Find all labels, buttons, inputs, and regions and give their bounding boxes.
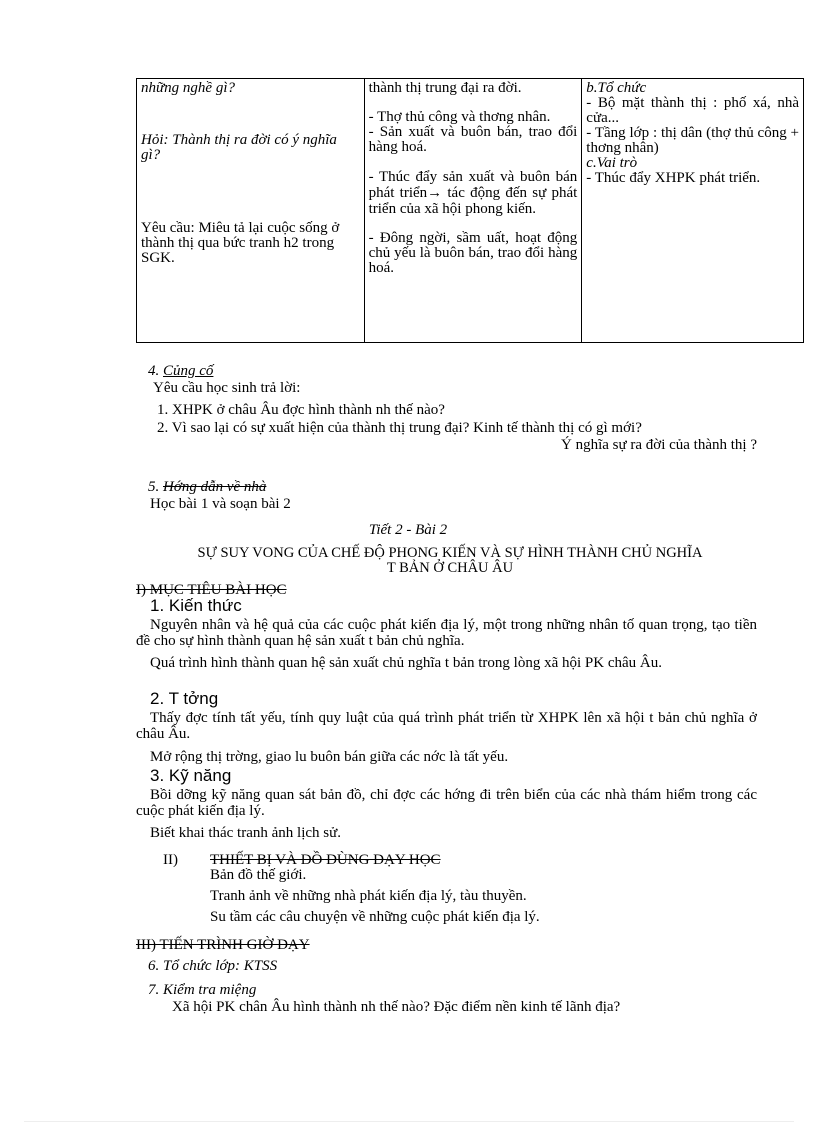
oral-check-question: Xã hội PK chân Âu hình thành nh thế nào? Đặc điểm nền kinh tế lãnh địa?: [172, 999, 621, 1015]
paragraph: Bồi dỡng kỹ năng quan sát bản đồ, chỉ đợc các hớng đi trên biển của các nhà thám hiểm trong các cuộc phát kiến địa lý.: [136, 787, 757, 819]
instruction-text: Yêu cầu học sinh trả lời:: [153, 380, 301, 396]
lesson-title: SỰ SUY VONG CỦA CHẾ ĐỘ PHONG KIẾN VÀ SỰ HÌNH THÀNH CHỦ NGHĨA: [197, 545, 703, 561]
question-text: những nghề gì?: [141, 80, 236, 96]
lesson-table: [136, 78, 804, 343]
page-bottom-divider: [24, 1121, 794, 1122]
table-cell-answers: [364, 79, 582, 343]
question-text: Hỏi: Thành thị ra đời có ý nghĩa gì?: [141, 132, 337, 163]
step-heading: 7. Kiểm tra miệng: [148, 982, 257, 998]
note-text: - Tầng lớp : thị dân (thợ thủ công + thơng nhân): [586, 125, 799, 156]
section-number: II): [163, 852, 178, 868]
section-heading: I) MỤC TIÊU BÀI HỌC: [136, 582, 287, 598]
subsection-heading: 3. Kỹ năng: [150, 766, 232, 785]
paragraph: Mở rộng thị trờng, giao lu buôn bán giữa các nớc là tất yếu.: [150, 749, 509, 765]
section-label: c.Vai trò: [586, 155, 638, 171]
section-label: b.Tổ chức: [586, 80, 647, 96]
paragraph: Quá trình hình thành quan hệ sản xuất chủ nghĩa t bản trong lòng xã hội PK châu Âu.: [150, 655, 662, 671]
answer-text: thành thị trung đại ra đời.: [368, 80, 522, 96]
answer-text: - Sản xuất và buôn bán, trao đổi hàng hoá.: [368, 124, 578, 155]
equipment-item: Su tầm các câu chuyện về những cuộc phát kiến địa lý.: [210, 909, 540, 925]
step-heading: 6. Tổ chức lớp: KTSS: [148, 958, 278, 974]
lesson-subtitle: Tiết 2 - Bài 2: [368, 522, 448, 538]
question-item: 1. XHPK ở châu Âu đợc hình thành nh thế nào?: [157, 402, 445, 418]
lesson-title: T BẢN Ở CHÂU ÂU: [386, 560, 514, 576]
section-heading: THIẾT BỊ VÀ ĐỒ DÙNG DẠY HỌC: [210, 852, 441, 868]
question-item: 2. Vì sao lại có sự xuất hiện của thành thị trung đại? Kinh tế thành thị có gì mới?: [157, 420, 642, 436]
question-item: Ý nghĩa sự ra đời của thành thị ?: [560, 437, 757, 453]
answer-text: - Thúc đẩy sản xuất và buôn bán phát triển→ tác động đến sự phát triển của xã hội phong kiến.: [368, 169, 578, 217]
answer-text: - Thợ thủ công và thơng nhân.: [368, 109, 551, 125]
note-text: - Bộ mặt thành thị : phố xá, nhà cửa...: [586, 95, 799, 126]
section-heading: 5. Hớng dẫn về nhà: [148, 479, 267, 495]
answer-text: - Đông ngời, sầm uất, hoạt động chủ yếu là buôn bán, trao đổi hàng hoá.: [368, 230, 578, 276]
subsection-heading: 2. T tởng: [150, 689, 219, 708]
table-cell-questions: [137, 79, 365, 343]
section-heading: III) TIẾN TRÌNH GIỜ DẠY: [136, 937, 310, 953]
equipment-item: Tranh ảnh về những nhà phát kiến địa lý, tàu thuyền.: [210, 888, 527, 904]
question-text: Yêu cầu: Miêu tả lại cuộc sống ở thành thị qua bức tranh h2 trong SGK.: [141, 220, 340, 266]
paragraph: Thấy đợc tính tất yếu, tính quy luật của quá trình phát triển từ XHPK lên xã hội t bản chủ nghĩa ở châu Âu.: [136, 710, 757, 742]
equipment-item: Bản đồ thế giới.: [210, 867, 307, 883]
subsection-heading: 1. Kiến thức: [150, 596, 242, 615]
note-text: - Thúc đẩy XHPK phát triển.: [586, 170, 761, 186]
table-cell-notes: [582, 79, 804, 343]
homework-text: Học bài 1 và soạn bài 2: [150, 496, 291, 512]
paragraph: Biết khai thác tranh ảnh lịch sử.: [150, 825, 341, 841]
paragraph: Nguyên nhân và hệ quả của các cuộc phát kiến địa lý, một trong những nhân tố quan trọng, tạo tiền đề cho sự hình thành quan hệ sản xuất t bản chủ nghĩa.: [136, 617, 757, 649]
section-heading: 4. Củng cố: [148, 363, 214, 379]
